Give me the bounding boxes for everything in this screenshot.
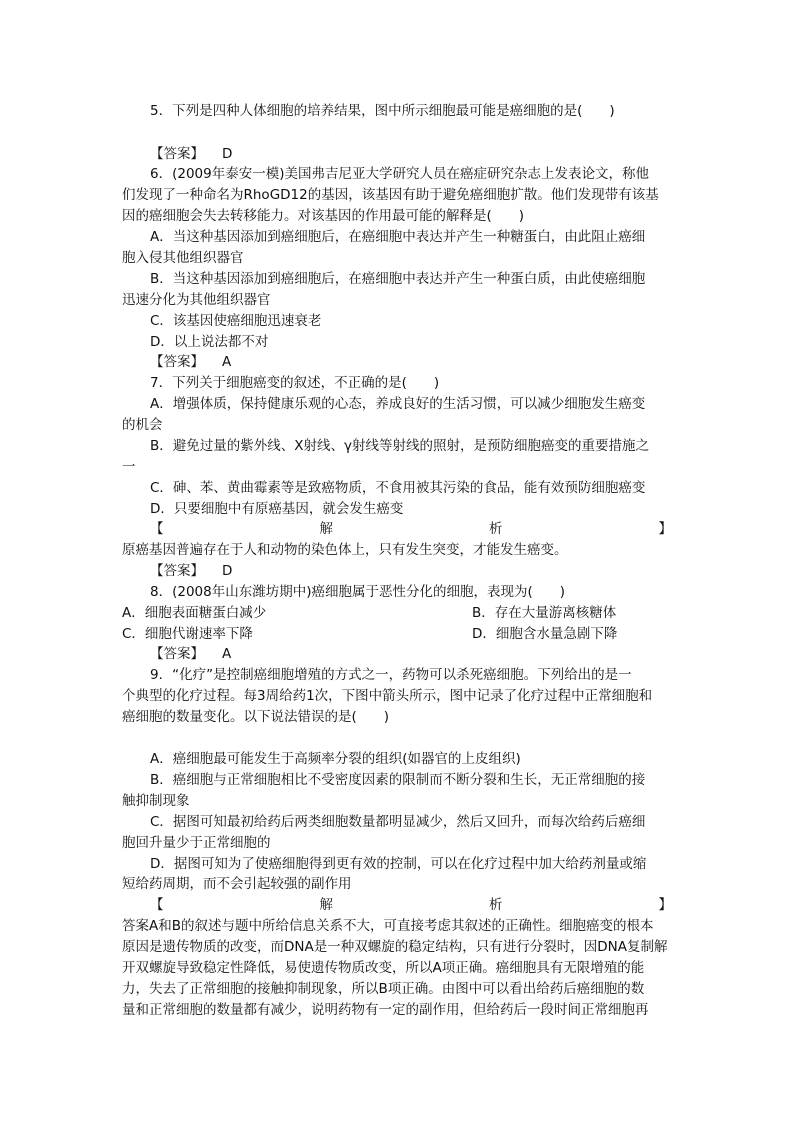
q9-option-b-line-1: B．癌细胞与正常细胞相比不受密度因素的限制而不断分裂和生长，无正常细胞的接 [150,772,646,788]
q6-stem-line-1: 6．(2009年泰安一模)美国弗吉尼亚大学研究人员在癌症研究杂志上发表论文，称他 [150,166,649,182]
q8-option-a: A．细胞表面糖蛋白减少 [122,605,267,621]
q7-option-c: C．砷、苯、黄曲霉素等是致癌物质，不食用被其污染的食品，能有效预防细胞癌变 [150,480,646,496]
q9-analysis-heading [150,895,672,915]
bracket-close: 】 [658,521,672,537]
q8-options-row-1 [122,603,672,623]
q9-option-c-line-1: C．据图可知最初给药后两类细胞数量都明显减少，然后又回升，而每次给药后癌细 [150,814,646,830]
q9-option-c-line-2: 胞回升量少于正常细胞的 [122,835,271,851]
analysis-char-2: 析 [489,897,503,913]
answer-label: 【答案】 [150,146,204,162]
analysis-char-2: 析 [489,521,503,537]
q6-option-a-line-1: A．当这种基因添加到癌细胞后，在癌细胞中表达并产生一种糖蛋白，由此阻止癌细 [150,229,646,245]
q6-option-b-line-2: 迅速分化为其他组织器官 [122,292,271,308]
q9-analysis-line-1: 答案A和B的叙述与题中所给信息关系不大，可直接考虑其叙述的正确性。细胞癌变的根本 [122,918,654,934]
q9-analysis-line-4: 力，失去了正常细胞的接触抑制现象，所以B项正确。由图中可以看出给药后癌细胞的数 [122,981,645,997]
q8-answer [150,644,672,664]
q6-option-d: D．以上说法都不对 [150,334,269,350]
analysis-char-1: 解 [319,897,333,913]
q9-option-a: A．癌细胞最可能发生于高频率分裂的组织(如器官的上皮组织) [150,751,521,767]
q9-stem-line-2: 个典型的化疗过程。每3周给药1次，下图中箭头所示，图中记录了化疗过程中正常细胞和 [122,688,653,704]
q9-option-b-line-2: 触抑制现象 [122,793,190,809]
bracket-open: 【 [150,521,164,537]
q7-analysis-heading [150,519,672,539]
analysis-char-1: 解 [319,521,333,537]
answer-value: A [222,646,232,662]
answer-label: 【答案】 [150,354,204,370]
q7-answer [150,561,672,581]
q8-stem: 8．(2008年山东潍坊期中)癌细胞属于恶性分化的细胞，表现为( ) [150,584,566,600]
answer-label: 【答案】 [150,646,204,662]
q5-stem: 5．下列是四种人体细胞的培养结果，图中所示细胞最可能是癌细胞的是( ) [150,103,615,119]
bracket-open: 【 [150,897,164,913]
q8-option-c: C．细胞代谢速率下降 [122,626,253,642]
q8-options-row-2 [122,624,672,644]
q7-option-b-line-1: B．避免过量的紫外线、X射线、γ射线等射线的照射，是预防细胞癌变的重要措施之 [150,438,649,454]
q7-option-a-line-1: A．增强体质，保持健康乐观的心态，养成良好的生活习惯，可以减少细胞发生癌变 [150,396,646,412]
q7-option-a-line-2: 的机会 [122,417,163,433]
q6-option-c: C．该基因使癌细胞迅速衰老 [150,313,322,329]
q5-answer [150,144,672,164]
q9-stem-line-3: 癌细胞的数量变化。以下说法错误的是( ) [122,709,390,725]
q7-stem: 7．下列关于细胞癌变的叙述，不正确的是( ) [150,375,440,391]
q7-option-d: D．只要细胞中有原癌基因，就会发生癌变 [150,501,404,517]
q9-analysis-line-5: 量和正常细胞的数量都有减少，说明药物有一定的副作用，但给药后一段时间正常细胞再 [122,1002,649,1018]
q6-answer [150,352,672,372]
answer-value: D [222,146,233,162]
q7-option-b-line-2: 一 [122,459,136,475]
q8-option-b: B．存在大量游离核糖体 [472,605,617,621]
q9-analysis-line-2: 原因是遗传物质的改变，而DNA是一种双螺旋的稳定结构，只有进行分裂时，因DNA复制解 [122,939,668,955]
q9-option-d-line-2: 短给药周期，而不会引起较强的副作用 [122,876,352,892]
q6-option-a-line-2: 胞入侵其他组织器官 [122,250,244,266]
q8-option-d: D．细胞含水量急剧下降 [472,626,618,642]
q9-analysis-line-3: 开双螺旋导致稳定性降低，易使遗传物质改变，所以A项正确。癌细胞具有无限增殖的能 [122,960,645,976]
q9-option-d-line-1: D．据图可知为了使癌细胞得到更有效的控制，可以在化疗过程中加大给药剂量或缩 [150,856,647,872]
q6-stem-line-3: 因的癌细胞会失去转移能力。对该基因的作用最可能的解释是( ) [122,208,525,224]
q6-option-b-line-1: B．当这种基因添加到癌细胞后，在癌细胞中表达并产生一种蛋白质，由此使癌细胞 [150,271,646,287]
q9-stem-line-1: 9．“化疗”是控制癌细胞增殖的方式之一，药物可以杀死癌细胞。下列给出的是一 [150,667,632,683]
q7-analysis-text: 原癌基因普遍存在于人和动物的染色体上，只有发生突变，才能发生癌变。 [122,542,568,558]
answer-value: D [222,563,233,579]
answer-label: 【答案】 [150,563,204,579]
bracket-close: 】 [658,897,672,913]
answer-value: A [222,354,232,370]
q6-stem-line-2: 们发现了一种命名为RhoGD12的基因，该基因有助于避免癌细胞扩散。他们发现带有该基 [122,187,659,203]
